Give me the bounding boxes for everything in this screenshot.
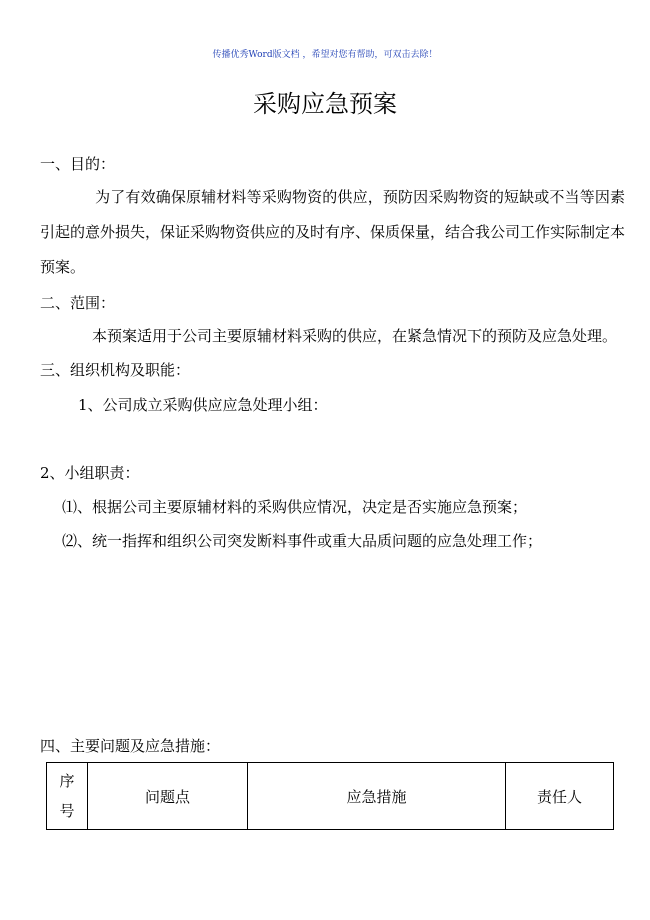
document-title: 采购应急预案	[253, 90, 397, 118]
section-1-heading: 一、目的：	[40, 155, 116, 173]
col-header-no	[47, 763, 88, 830]
section-1-paragraph	[40, 180, 625, 285]
section-2-paragraph: 本预案适用于公司主要原辅材料采购的供应，在紧急情况下的预防及应急处理。	[92, 327, 618, 345]
measures-table	[46, 762, 614, 830]
duty-item-1: ⑴、根据公司主要原辅材料的采购供应情况，决定是否实施应急预案；	[62, 498, 528, 516]
col-header-no-line1: 序	[59, 772, 75, 790]
section-3-item-1: 1、公司成立采购供应应急处理小组：	[78, 396, 328, 414]
section-3-heading: 三、组织机构及职能：	[40, 361, 191, 379]
table-header-row	[47, 763, 614, 830]
section-2-heading: 二、范围：	[40, 294, 116, 312]
col-header-owner: 责任人	[506, 763, 614, 830]
section-3-item-2: 2、小组职责：	[40, 464, 140, 482]
header-note: 传播优秀Word版文档 ，希望对您有帮助，可双击去除！	[212, 50, 438, 60]
section-4-heading: 四、主要问题及应急措施：	[40, 737, 221, 755]
col-header-measure: 应急措施	[248, 763, 506, 830]
col-header-no-line2: 号	[59, 802, 75, 820]
col-header-issue: 问题点	[88, 763, 248, 830]
section-1-text: 为了有效确保原辅材料等采购物资的供应，预防因采购物资的短缺或不当等因素引起的意外损失，保证采购物资供应的及时有序、保质保量，结合我公司工作实际制定本预案。	[40, 188, 626, 276]
duty-item-2: ⑵、统一指挥和组织公司突发断料事件或重大品质问题的应急处理工作；	[62, 532, 543, 550]
